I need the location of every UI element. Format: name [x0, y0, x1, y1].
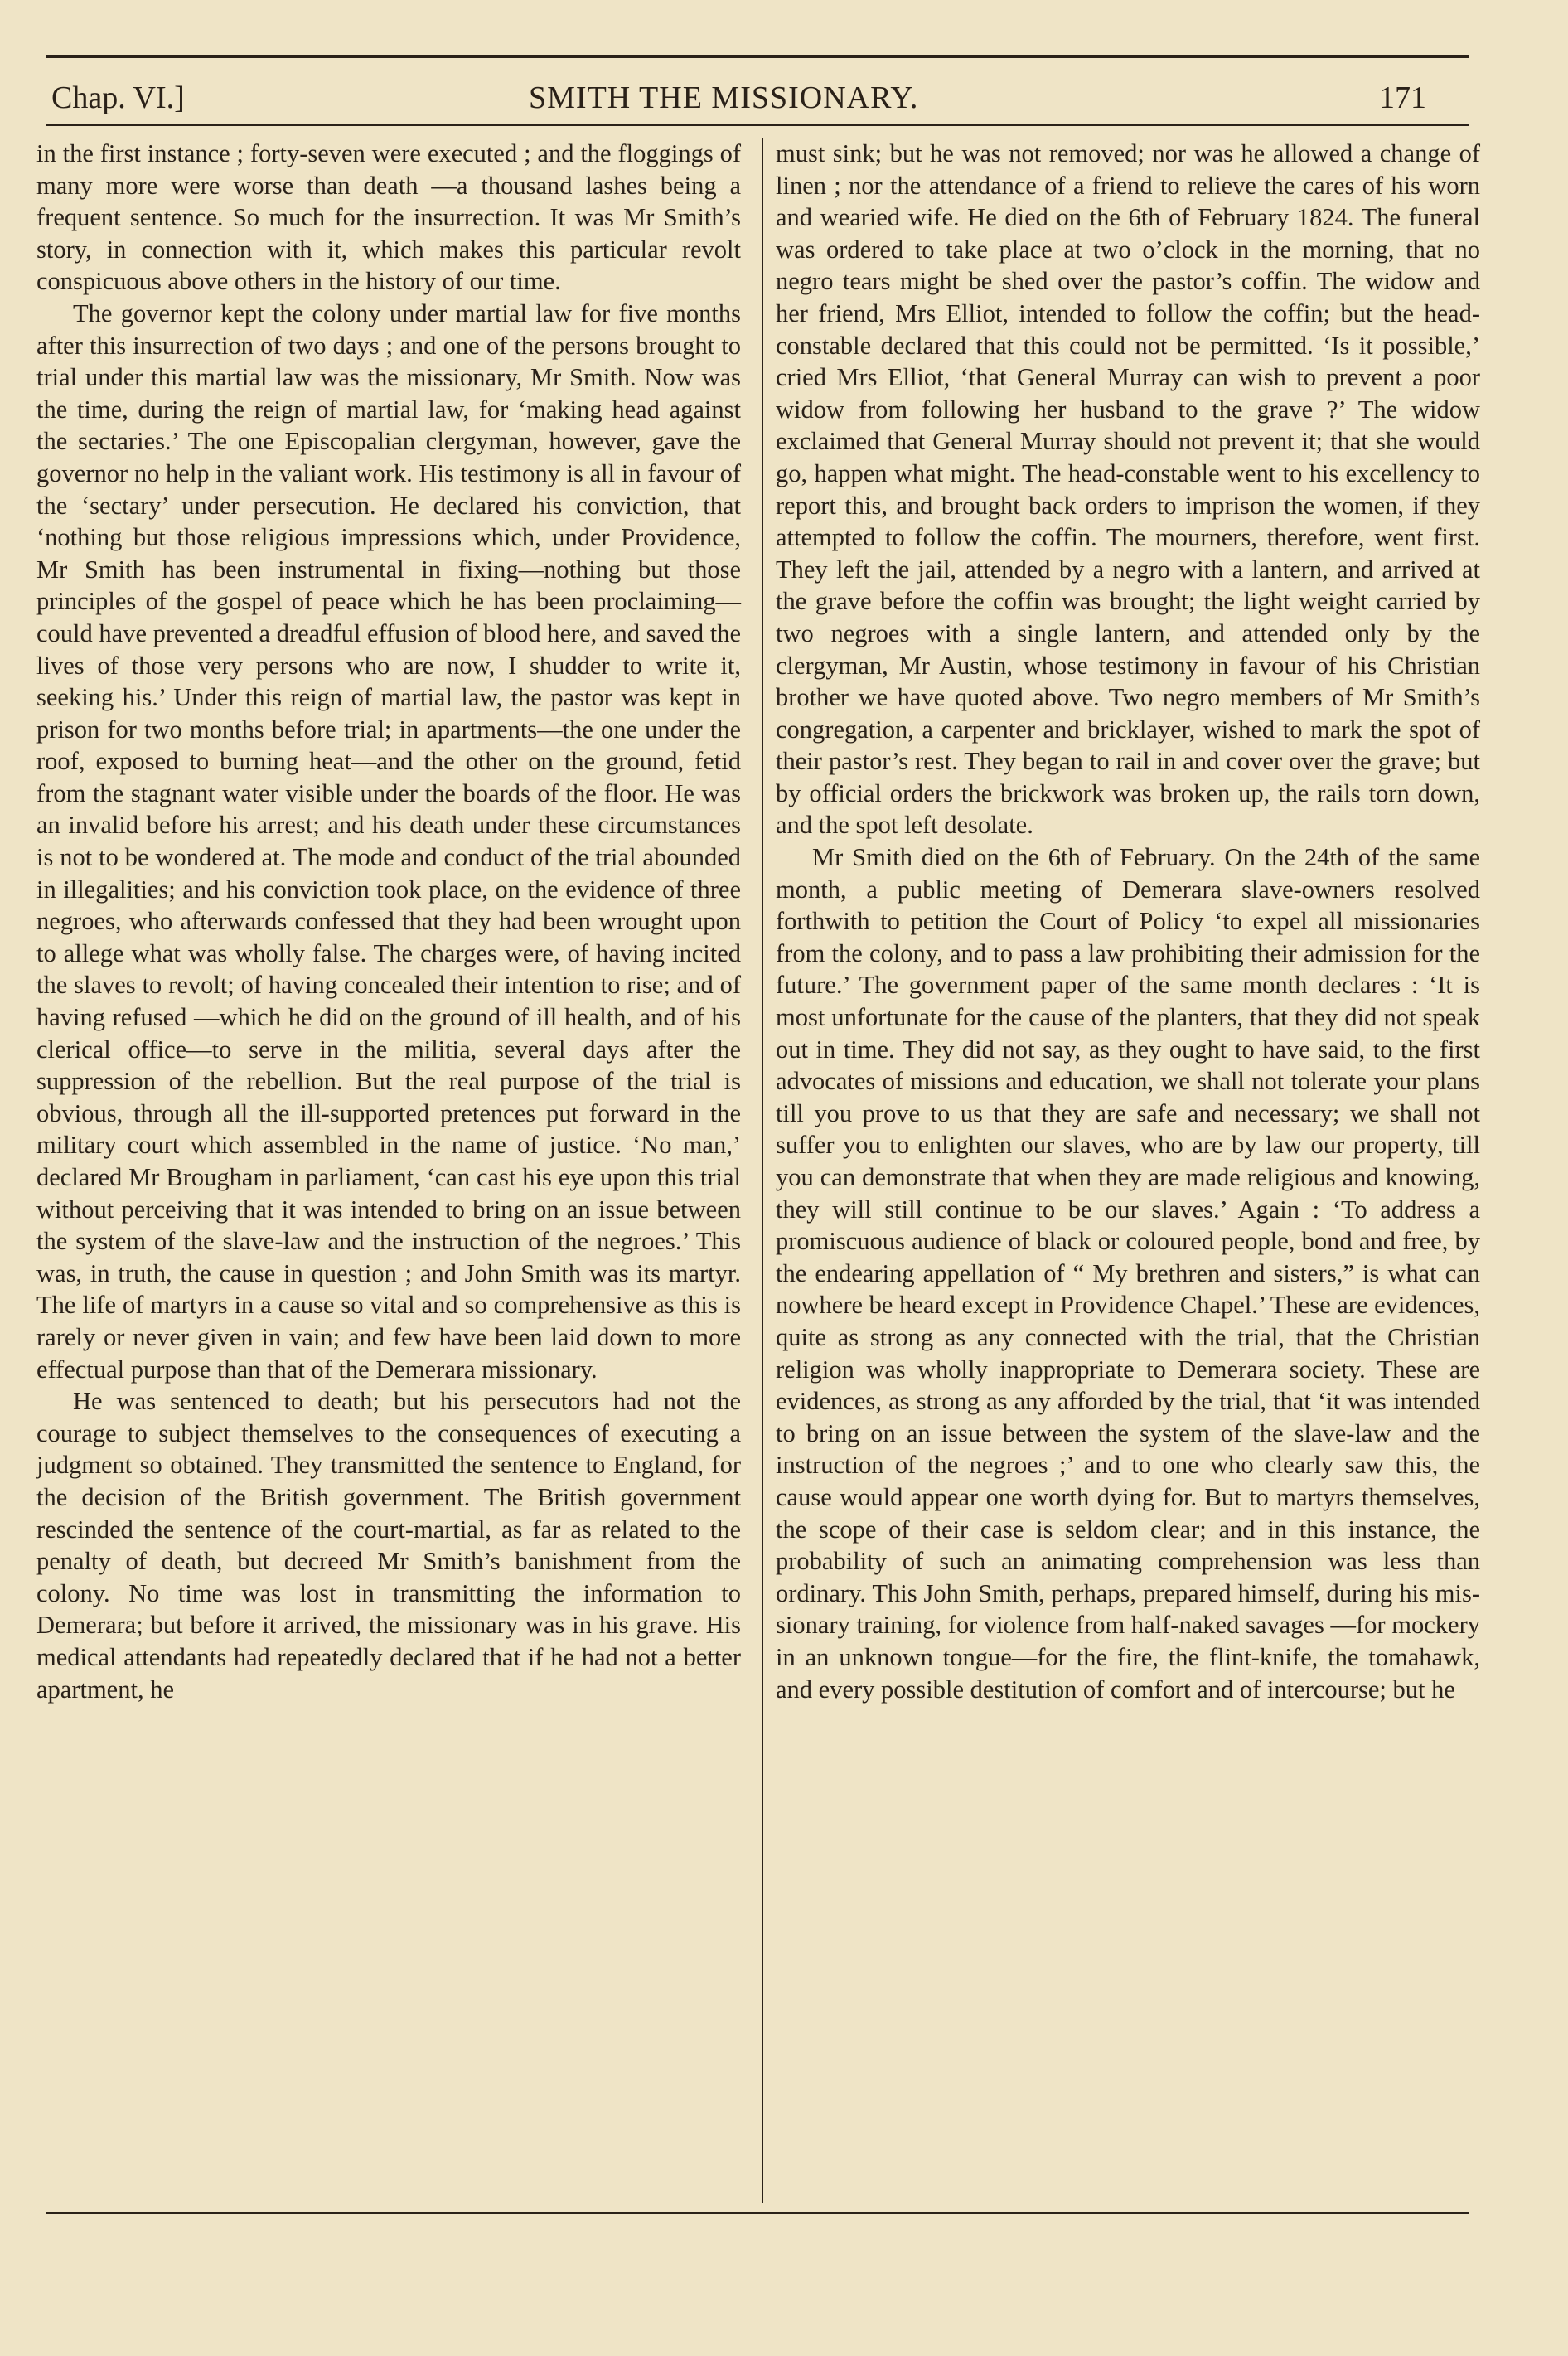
- running-title: SMITH THE MISSIONARY.: [529, 80, 919, 115]
- page-number: 171: [1379, 80, 1426, 115]
- right-column: [776, 138, 1480, 1705]
- paragraph: Mr Smith died on the 6th of February. On the 24th of the same month, a public meeting of Demerara slave-owners resolved forthwith to petition the Court of Policy ‘to expel all missionaries from the colony, and to pass a law prohibiting their admission for the future.’ The government paper of the same month declares : ‘It is most unfortunate for the cause of the planters, that they did not speak out in time. They did not say, as they ought to have said, to the first advocates of missions and education, we shall not tolerate your plans till you prove to us that they are safe and necessary; we shall not suffer you to enlighten our slaves, who are by law our property, till you can demonstrate that when they are made religious and knowing, they will still continue to be our slaves.’ Again : ‘To address a promiscuous audience of black or coloured people, bond and free, by the endearing appellation of “ My brethren and sisters,” is what can nowhere be heard except in Providence Chapel.’ These are evidences, quite as strong as any connected with the trial, that the Christian religion was wholly inappropriate to Demerara society. These are evidences, as strong as any afforded by the trial, that ‘it was intended to bring on an issue between the system of the slave-law and the instruction of the negroes ;’ and to one who clearly saw this, the cause would appear one worth dying for. But to martyrs themselves, the scope of their case is seldom clear; and in this instance, the probability of such an animating comprehension was less than ordinary. This John Smith, perhaps, prepared himself, during his missionary training, for violence from half-naked savages —for mockery in an unknown tongue—for the fire, the flint-knife, the tomahawk, and every possible destitution of comfort and of intercourse; but he: [776, 843, 1480, 1704]
- paragraph: must sink; but he was not removed; nor was he allowed a change of linen ; nor the attendance of a friend to relieve the cares of his worn and wearied wife. He died on the 6th of February 1824. The funeral was ordered to take place at two o’clock in the morning, that no negro tears might be shed over the pastor’s coffin. The widow and her friend, Mrs Elliot, intended to follow the coffin; but the head-constable declared that this could not be permitted. ‘Is it possible,’ cried Mrs Elliot, ‘that General Murray can wish to prevent a poor widow from following her husband to the grave ?’ The widow exclaimed that General Murray should not prevent it; that she would go, happen what might. The head-constable went to his excellency to report this, and brought back orders to imprison the women, if they attempted to follow the coffin. The mourners, therefore, went first. They left the jail, attended by a negro with a lantern, and arrived at the grave before the coffin was brought; the light weight carried by two negroes with a single lantern, and attended only by the clergyman, Mr Austin, whose testimony in favour of his Christian brother we have quoted above. Two negro members of Mr Smith’s congregation, a carpenter and bricklayer, wished to mark the spot of their pastor’s rest. They began to rail in and cover over the grave; but by official orders the brickwork was broken up, the rails torn down, and the spot left desolate.: [776, 139, 1480, 840]
- left-column: [36, 138, 741, 1705]
- chapter-label: Chap. VI.]: [51, 80, 185, 115]
- column-divider: [762, 138, 763, 2203]
- paragraph: The governor kept the colony under martial law for five months after this insurrection of two days ; and one of the persons brought to trial under this martial law was the missionary, Mr Smith. Now was the time, during the reign of martial law, for ‘making head against the sectaries.’ The one Episcopalian clergyman, however, gave the governor no help in the valiant work. His testimony is all in favour of the ‘sectary’ under persecution. He declared his conviction, that ‘nothing but those religious impressions which, under Providence, Mr Smith has been instrumental in fixing—nothing but those principles of the gospel of peace which he has been proclaiming—could have prevented a dreadful effusion of blood here, and saved the lives of those very persons who are now, I shudder to write it, seeking his.’ Under this reign of martial law, the pastor was kept in prison for two months before trial; in apartments—the one under the roof, exposed to burning heat—and the other on the ground, fetid from the stagnant water visible under the boards of the floor. He was an invalid before his arrest; and his death under these circumstances is not to be wondered at. The mode and conduct of the trial abounded in illegalities; and his conviction took place, on the evidence of three negroes, who afterwards confessed that they had been wrought upon to allege what was wholly false. The charges were, of having incited the slaves to revolt; of having concealed their intention to rise; and of having refused —which he did on the ground of ill health, and of his clerical office—to serve in the militia, several days after the suppression of the rebellion. But the real purpose of the trial is obvious, through all the ill-supported pretences put forward in the military court which assembled in the name of justice. ‘No man,’ declared Mr Brougham in parliament, ‘can cast his eye upon this trial without perceiving that it was intended to bring on an issue between the system of the slave-law and the instruction of the negroes.’ This was, in truth, the cause in question ; and John Smith was its martyr. The life of martyrs in a cause so vital and so comprehensive as this is rarely or never given in vain; and few have been laid down to more effectual purpose than that of the Demerara missionary.: [36, 298, 741, 1384]
- top-rule: [46, 55, 1469, 58]
- paragraph: in the first instance ; forty-seven were executed ; and the floggings of many more were worse than death —a thousand lashes being a frequent sentence. So much for the insurrection. It was Mr Smith’s story, in connection with it, which makes this particular revolt conspicuous above others in the history of our time.: [36, 139, 741, 296]
- header-rule: [46, 124, 1469, 126]
- bottom-rule: [46, 2212, 1469, 2214]
- paragraph: He was sentenced to death; but his persecutors had not the courage to subject themselves to the consequences of executing a judgment so obtained. They transmitted the sentence to England, for the decision of the British government. The British government rescinded the sentence of the court-martial, as far as related to the penalty of death, but decreed Mr Smith’s banishment from the colony. No time was lost in transmitting the information to Demerara; but before it arrived, the missionary was in his grave. His medical attendants had repeatedly declared that if he had not a better apartment, he: [36, 1387, 741, 1704]
